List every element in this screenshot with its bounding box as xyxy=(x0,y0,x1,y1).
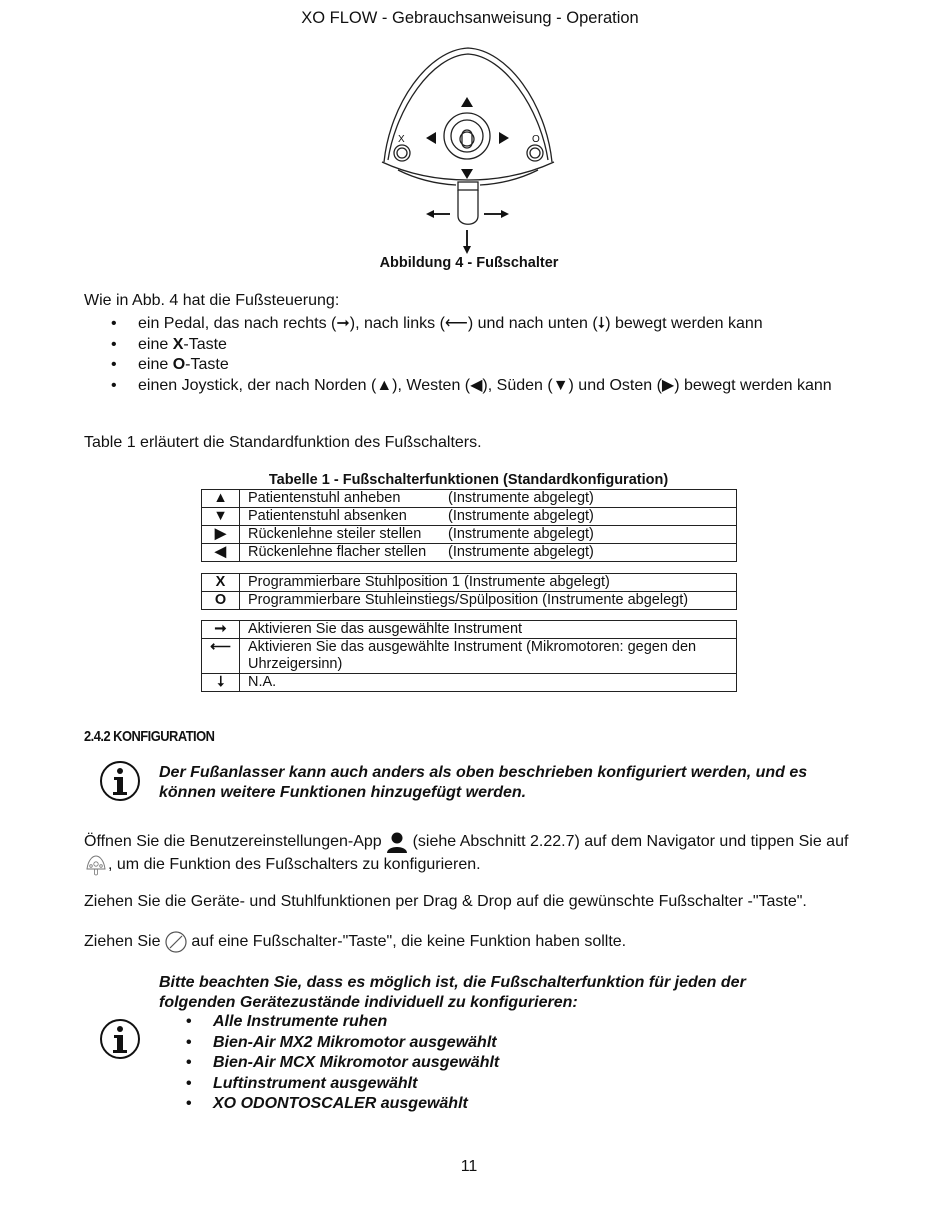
list-item: • Bien-Air MX2 Mikromotor ausgewählt xyxy=(159,1033,799,1054)
joystick-right-icon: ▶ xyxy=(202,526,240,544)
joystick-down-icon: ▼ xyxy=(202,508,240,526)
function-table-pedal xyxy=(201,620,737,692)
table-row: X Programmierbare Stuhlposition 1 (Instrumente abgelegt) xyxy=(202,574,737,592)
note-configuration: Der Fußanlasser kann auch anders als oben beschrieben konfiguriert werden, und es können weitere Funktionen hinzugefügt werden. xyxy=(159,764,808,801)
list-item: • XO ODONTOSCALER ausgewählt xyxy=(159,1094,799,1115)
table-row: ▶ Rückenlehne steiler stellen (Instrumente abgelegt) xyxy=(202,526,737,544)
o-key-symbol: O xyxy=(202,592,240,610)
foot-switch-settings-icon xyxy=(84,853,108,877)
joystick-left-icon xyxy=(426,132,436,144)
foot-switch-figure xyxy=(378,44,558,256)
joystick-down-icon xyxy=(461,169,473,179)
table-row: ▲ Patientenstuhl anheben (Instrumente abgelegt) xyxy=(202,490,737,508)
joystick-left-icon: ◀ xyxy=(202,544,240,562)
list-item-x-key: • eine X-Taste xyxy=(84,335,844,356)
table-row: ▼ Patientenstuhl absenken (Instrumente abgelegt) xyxy=(202,508,737,526)
no-function-icon xyxy=(165,931,187,953)
list-item: • Luftinstrument ausgewählt xyxy=(159,1074,799,1095)
table-row: ◀ Rückenlehne flacher stellen (Instrumente abgelegt) xyxy=(202,544,737,562)
page-number: 11 xyxy=(460,1158,478,1175)
info-icon xyxy=(100,761,140,801)
joystick-up-icon xyxy=(461,97,473,107)
table-row: O Programmierbare Stuhleinstiegs/Spülposition (Instrumente abgelegt) xyxy=(202,592,737,610)
x-key-symbol: X xyxy=(202,574,240,592)
list-item-o-key: • eine O-Taste xyxy=(84,355,844,376)
paragraph-drag-drop: Ziehen Sie die Geräte- und Stuhlfunktionen per Drag & Drop auf die gewünschte Fußschalter -"Taste". xyxy=(84,893,807,910)
note-lead: Bitte beachten Sie, dass es möglich ist, die Fußschalterfunktion für jeden der folgenden Gerätezustände individuell zu konfigurieren: xyxy=(159,974,746,1011)
o-button-label: O xyxy=(532,134,540,145)
info-icon xyxy=(100,1019,140,1059)
arrow-down-icon: ⭣ xyxy=(597,315,606,332)
table-title: Tabelle 1 - Fußschalterfunktionen (Standardkonfiguration) xyxy=(268,472,669,488)
device-state-list xyxy=(159,1012,799,1115)
joystick-up-icon: ▲ xyxy=(202,490,240,508)
note-device-states xyxy=(159,973,799,1115)
arrow-left-icon: ⟵ xyxy=(444,315,468,332)
user-settings-app-icon xyxy=(386,831,408,853)
joystick-right-icon xyxy=(499,132,509,144)
arrow-down-icon: ⭣ xyxy=(202,674,240,692)
table-intro: Table 1 erläutert die Standardfunktion des Fußschalters. xyxy=(84,434,482,451)
list-item: • Bien-Air MCX Mikromotor ausgewählt xyxy=(159,1053,799,1074)
figure-caption: Abbildung 4 - Fußschalter xyxy=(379,255,559,271)
x-button-label: X xyxy=(398,134,405,145)
paragraph-open-settings: Öffnen Sie die Benutzereinstellungen-App (siehe Abschnitt 2.22.7) auf dem Navigator und tippen Sie auf , um die Funktion des Fußschalters zu konfigurieren. xyxy=(84,831,864,877)
arrow-right-icon: ➞ xyxy=(336,315,350,332)
list-item-joystick: • einen Joystick, der nach Norden (▲), Westen (◀), Süden (▼) und Osten (▶) bewegt werden kann xyxy=(84,376,844,397)
table-row: ⭣ N.A. xyxy=(202,674,737,692)
feature-list xyxy=(84,314,844,396)
table-row: ➞ Aktivieren Sie das ausgewählte Instrument xyxy=(202,621,737,639)
page-header: XO FLOW - Gebrauchsanweisung - Operation xyxy=(301,9,639,27)
paragraph-no-function: Ziehen Sie auf eine Fußschalter-"Taste", die keine Funktion haben sollte. xyxy=(84,931,626,953)
list-item: • Alle Instrumente ruhen xyxy=(159,1012,799,1033)
function-table-joystick xyxy=(201,489,737,562)
table-row: ⟵ Aktivieren Sie das ausgewählte Instrument (Mikromotoren: gegen den Uhrzeigersinn) xyxy=(202,639,737,674)
function-table-buttons xyxy=(201,573,737,610)
arrow-right-icon: ➞ xyxy=(202,621,240,639)
arrow-left-icon: ⟵ xyxy=(202,639,240,674)
section-heading: 2.4.2 KONFIGURATION xyxy=(84,728,215,745)
list-item-pedal: • ein Pedal, das nach rechts (➞), nach links (⟵) und nach unten (⭣) bewegt werden kann xyxy=(84,314,844,335)
intro-lead: Wie in Abb. 4 hat die Fußsteuerung: xyxy=(84,292,340,309)
